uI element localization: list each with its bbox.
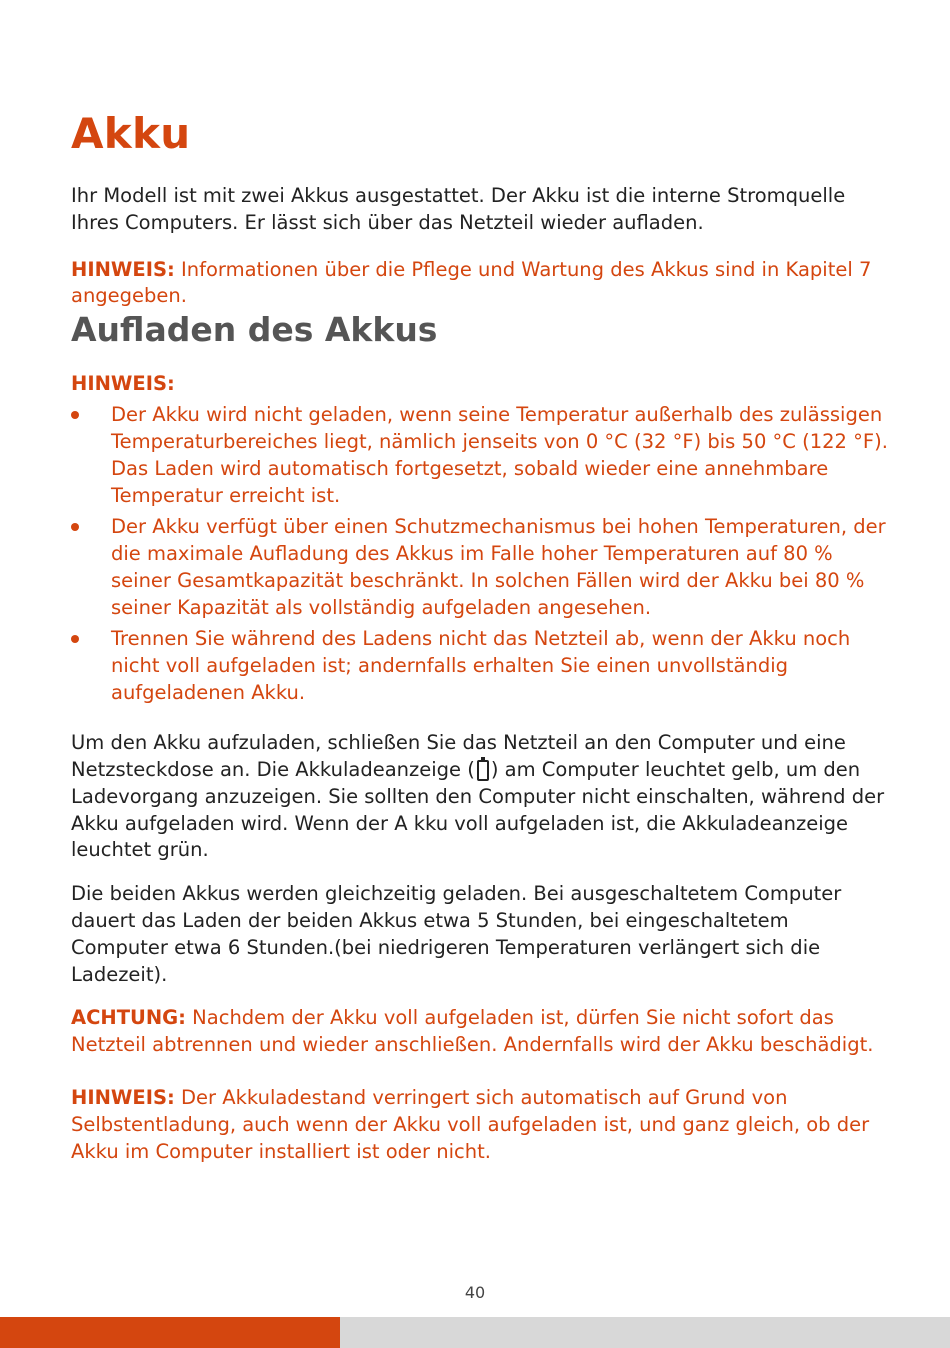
bullet-text: Trennen Sie während des Ladens nicht das Netzteil ab, wenn der Akku noch nicht voll aufgeladen ist; andernfalls erhalten Sie einen unvollständig aufgeladenen Akku. [111,627,851,705]
page-content [71,106,891,1165]
page-title: Akku [71,109,191,158]
page-number: 40 [464,1283,486,1302]
caution-paragraph [71,1005,891,1059]
bullet-text: Der Akku verfügt über einen Schutzmechanismus bei hohen Temperaturen, der die maximale Aufladung des Akkus im Falle hoher Temperaturen auf 80 % seiner Gesamtkapazität beschränkt. In solchen Fällen wird der Akku bei 80 % seiner Kapazität als vollständig aufgeladen angesehen. [111,515,886,620]
charging-text-start: Um den Akku aufzuladen, schließen Sie das Netzteil an den Computer und eine Netzsteckdose an. Die Akkuladeanzeige ( [71,731,846,781]
bullet-dot-icon [71,635,79,643]
footer-gray-bar [340,1317,950,1348]
caution-label: ACHTUNG: [71,1006,186,1030]
list-item [71,513,891,621]
note-text: Der Akkuladestand verringert sich automatisch auf Grund von Selbstentladung, auch wenn der Akku voll aufgeladen ist, und ganz gleich, ob der Akku im Computer installiert ist oder nicht. [71,1085,870,1163]
battery-icon [477,760,489,781]
footer-accent-bar [0,1317,340,1348]
self-discharge-note [71,1085,891,1165]
bullet-dot-icon [71,411,79,419]
bullet-dot-icon [71,523,79,531]
note-text: Informationen über die Pflege und Wartung des Akkus sind in Kapitel 7 angegeben. [71,257,872,308]
bullet-text: Der Akku wird nicht geladen, wenn seine Temperatur außerhalb des zulässigen Temperaturbereiches liegt, nämlich jenseits von 0 °C (32 °F) bis 50 °C (122 °F). Das Laden wird automatisch fortgesetzt, sobald wieder eine annehmbare Temperatur erreicht ist. [111,403,888,508]
list-item [71,401,891,509]
intro-paragraph: Ihr Modell ist mit zwei Akkus ausgestattet. Der Akku ist die interne Stromquelle Ihres Computers. Er lässt sich über das Netzteil wieder aufladen. [71,184,846,234]
charge-time-paragraph: Die beiden Akkus werden gleichzeitig geladen. Bei ausgeschaltetem Computer dauert das Laden der beiden Akkus etwa 5 Stunden, bei eingeschaltetem Computer etwa 6 Stunden.(bei niedrigeren Temperaturen verlängert sich die Ladezeit). [71,882,842,986]
bullet-note-label: HINWEIS: [71,372,175,396]
charging-text-end: ) am Computer leuchtet gelb, um den Ladevorgang anzuzeigen. Sie sollten den Computer nicht einschalten, während der Akku aufgeladen wird. Wenn der A kku voll aufgeladen ist, die Akkuladeanzeige leuchtet grün. [71,757,885,862]
note-bullet-list [71,401,891,706]
note-label: HINWEIS: [71,1085,175,1109]
note-paragraph [71,257,891,311]
list-item [71,625,891,706]
charging-paragraph [71,730,891,864]
section-heading: Aufladen des Akkus [71,310,438,350]
caution-text: Nachdem der Akku voll aufgeladen ist, dürfen Sie nicht sofort das Netzteil abtrennen und wieder anschließen. Andernfalls wird der Akku beschädigt. [71,1006,874,1057]
note-label: HINWEIS: [71,257,175,281]
